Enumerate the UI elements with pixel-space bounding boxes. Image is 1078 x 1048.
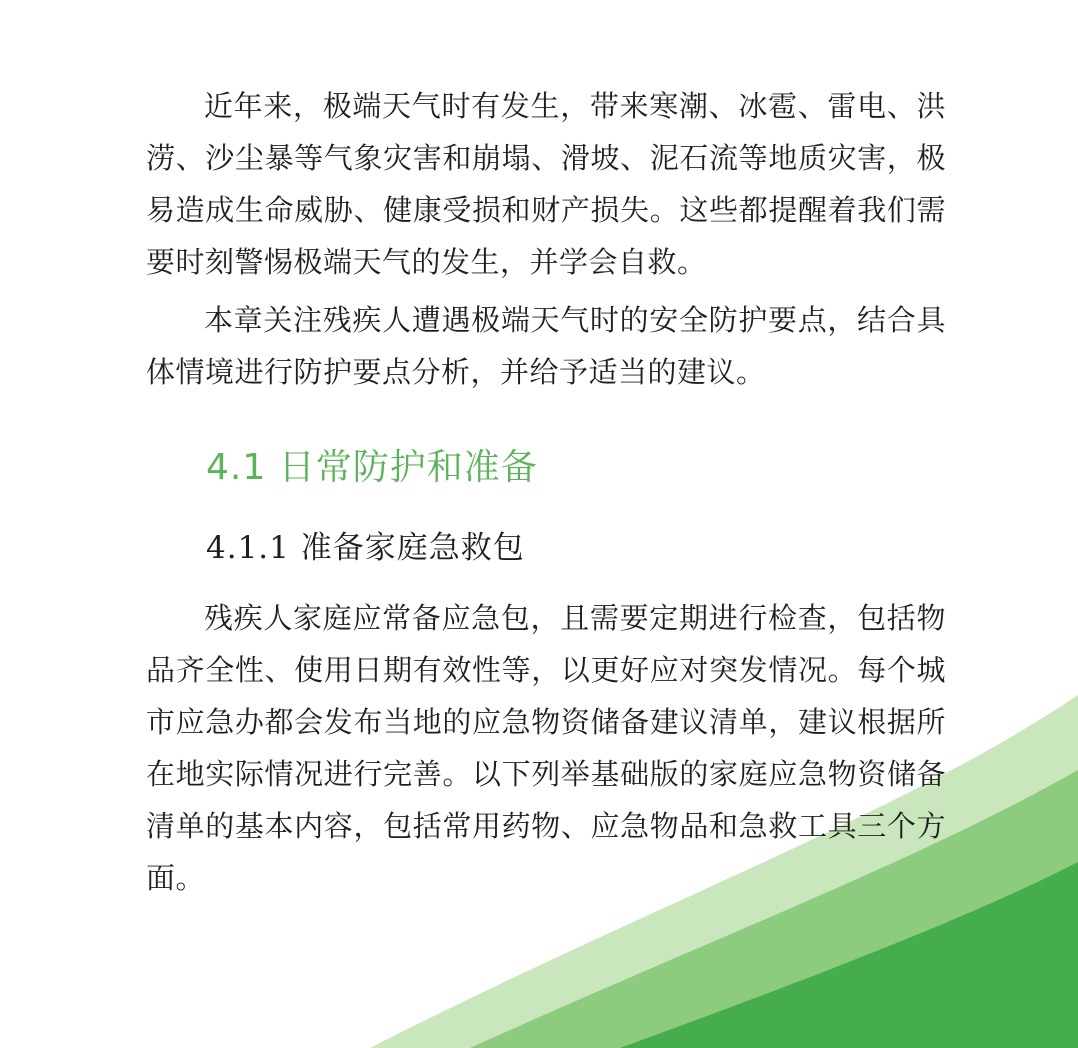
subsection-paragraph: 残疾人家庭应常备应急包，且需要定期进行检查，包括物品齐全性、使用日期有效性等，以更好应对突发情况。每个城市应急办都会发布当地的应急物资储备建议清单，建议根据所在地实际情况进行完善。以下列举基础版的家庭应急物资储备清单的基本内容，包括常用药物、应急物品和急救工具三个方面。	[146, 601, 946, 895]
section-heading: 4.1 日常防护和准备	[206, 447, 538, 488]
intro-paragraph-1: 近年来，极端天气时有发生，带来寒潮、冰雹、雷电、洪涝、沙尘暴等气象灾害和崩塌、滑坡、泥石流等地质灾害，极易造成生命威胁、健康受损和财产损失。这些都提醒着我们需要时刻警惕极端天气的发生，并学会自救。	[146, 89, 946, 279]
document-body	[146, 80, 946, 904]
intro-paragraph-2: 本章关注残疾人遭遇极端天气时的安全防护要点，结合具体情境进行防护要点分析，并给予适当的建议。	[146, 303, 946, 389]
subsection-heading: 4.1.1 准备家庭急救包	[206, 530, 525, 566]
